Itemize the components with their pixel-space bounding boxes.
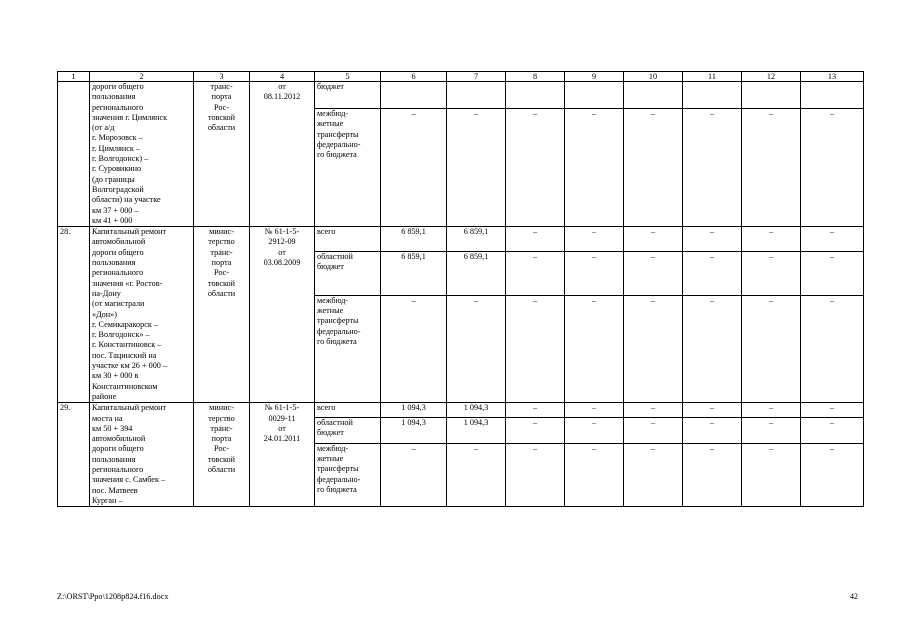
table-row: [58, 82, 864, 109]
amount-cell: –: [742, 109, 801, 227]
amount-cell: –: [447, 295, 506, 402]
funding-source: всего: [315, 227, 381, 252]
amount-cell: –: [742, 443, 801, 506]
column-number-13: 13: [801, 72, 864, 82]
column-number-row: [58, 72, 864, 82]
object-name: дороги общего пользования регионального значения г. Цимлянск (от а/д г. Морозовск – г. Цимлянск – г. Волгодонск) – г. Суровикино (до границы Волгоградской области) на участке км 37 + 000 – км 41 + 000: [90, 82, 194, 227]
amount-cell: 6 859,1: [381, 227, 447, 252]
amount-cell: –: [742, 295, 801, 402]
row-number: 29.: [58, 403, 90, 507]
amount-cell: –: [565, 443, 624, 506]
amount-cell: –: [506, 251, 565, 295]
table-body: [58, 72, 864, 507]
amount-cell: –: [683, 403, 742, 417]
amount-cell: –: [801, 295, 864, 402]
amount-cell: [742, 82, 801, 109]
amount-cell: –: [742, 251, 801, 295]
table-row: [58, 403, 864, 417]
column-number-2: 2: [90, 72, 194, 82]
row-number: 28.: [58, 227, 90, 403]
amount-cell: –: [381, 295, 447, 402]
funding-source: бюджет: [315, 82, 381, 109]
column-number-10: 10: [624, 72, 683, 82]
amount-cell: [624, 82, 683, 109]
amount-cell: –: [742, 417, 801, 443]
amount-cell: –: [506, 403, 565, 417]
row-number: [58, 82, 90, 227]
amount-cell: –: [565, 295, 624, 402]
amount-cell: –: [565, 227, 624, 252]
amount-cell: 1 094,3: [381, 417, 447, 443]
amount-cell: –: [381, 109, 447, 227]
amount-cell: –: [683, 417, 742, 443]
column-number-11: 11: [683, 72, 742, 82]
column-number-4: 4: [250, 72, 315, 82]
amount-cell: –: [624, 295, 683, 402]
amount-cell: –: [801, 443, 864, 506]
amount-cell: –: [801, 251, 864, 295]
amount-cell: –: [683, 295, 742, 402]
amount-cell: –: [683, 109, 742, 227]
amount-cell: 1 094,3: [447, 403, 506, 417]
amount-cell: 1 094,3: [381, 403, 447, 417]
amount-cell: –: [624, 417, 683, 443]
amount-cell: –: [506, 109, 565, 227]
amount-cell: 6 859,1: [381, 251, 447, 295]
amount-cell: –: [506, 417, 565, 443]
amount-cell: [381, 82, 447, 109]
table-row: [58, 227, 864, 252]
amount-cell: –: [506, 295, 565, 402]
amount-cell: –: [624, 109, 683, 227]
amount-cell: –: [801, 109, 864, 227]
amount-cell: –: [683, 251, 742, 295]
funding-source: межбюд- жетные трансферты федерально- го бюджета: [315, 109, 381, 227]
column-number-3: 3: [194, 72, 250, 82]
amount-cell: [565, 82, 624, 109]
page-number: 42: [849, 592, 858, 601]
column-number-9: 9: [565, 72, 624, 82]
amount-cell: –: [447, 443, 506, 506]
amount-cell: –: [801, 403, 864, 417]
funding-source: областной бюджет: [315, 251, 381, 295]
amount-cell: –: [624, 227, 683, 252]
responsible-org: транс- порта Рос- товской области: [194, 82, 250, 227]
funding-source: всего: [315, 403, 381, 417]
amount-cell: –: [565, 403, 624, 417]
object-name: Капитальный ремонт моста на км 50 + 394 автомобильной дороги общего пользования регионального значения с. Самбек – пос. Матвеев Курган –: [90, 403, 194, 507]
amount-cell: –: [565, 109, 624, 227]
amount-cell: –: [506, 443, 565, 506]
amount-cell: –: [801, 227, 864, 252]
column-number-7: 7: [447, 72, 506, 82]
amount-cell: –: [742, 403, 801, 417]
amount-cell: 1 094,3: [447, 417, 506, 443]
funding-source: межбюд- жетные трансферты федерально- го бюджета: [315, 295, 381, 402]
footer-file-path: Z:\ORST\Ppo\1208p824.f16.docx: [57, 592, 169, 601]
column-number-8: 8: [506, 72, 565, 82]
amount-cell: 6 859,1: [447, 251, 506, 295]
document-ref: от 08.11.2012: [250, 82, 315, 227]
amount-cell: –: [683, 443, 742, 506]
amount-cell: –: [447, 109, 506, 227]
document-ref: № 61-1-5- 2912-09 от 03.08.2009: [250, 227, 315, 403]
amount-cell: –: [624, 403, 683, 417]
column-number-12: 12: [742, 72, 801, 82]
column-number-6: 6: [381, 72, 447, 82]
column-number-1: 1: [58, 72, 90, 82]
funding-source: областной бюджет: [315, 417, 381, 443]
amount-cell: [447, 82, 506, 109]
amount-cell: [506, 82, 565, 109]
amount-cell: –: [742, 227, 801, 252]
amount-cell: –: [565, 417, 624, 443]
amount-cell: –: [624, 251, 683, 295]
responsible-org: минис- терство транс- порта Рос- товской области: [194, 227, 250, 403]
object-name: Капитальный ремонт автомобильной дороги общего пользования регионального значения «г. Ростов- на-Дону (от магистрали «Дон») г. Семикаракорск – г. Волгодонск» – г. Константиновск – пос. Тацинский на участке км 26 + 000 – км 30 + 000 в Константиновском районе: [90, 227, 194, 403]
amount-cell: [801, 82, 864, 109]
responsible-org: минис- терство транс- порта Рос- товской области: [194, 403, 250, 507]
amount-cell: [683, 82, 742, 109]
amount-cell: –: [683, 227, 742, 252]
amount-cell: –: [801, 417, 864, 443]
amount-cell: 6 859,1: [447, 227, 506, 252]
budget-table: [57, 71, 864, 507]
amount-cell: –: [565, 251, 624, 295]
column-number-5: 5: [315, 72, 381, 82]
amount-cell: –: [381, 443, 447, 506]
amount-cell: –: [624, 443, 683, 506]
document-ref: № 61-1-5- 0029-11 от 24.01.2011: [250, 403, 315, 507]
funding-source: межбюд- жетные трансферты федерально- го бюджета: [315, 443, 381, 506]
amount-cell: –: [506, 227, 565, 252]
